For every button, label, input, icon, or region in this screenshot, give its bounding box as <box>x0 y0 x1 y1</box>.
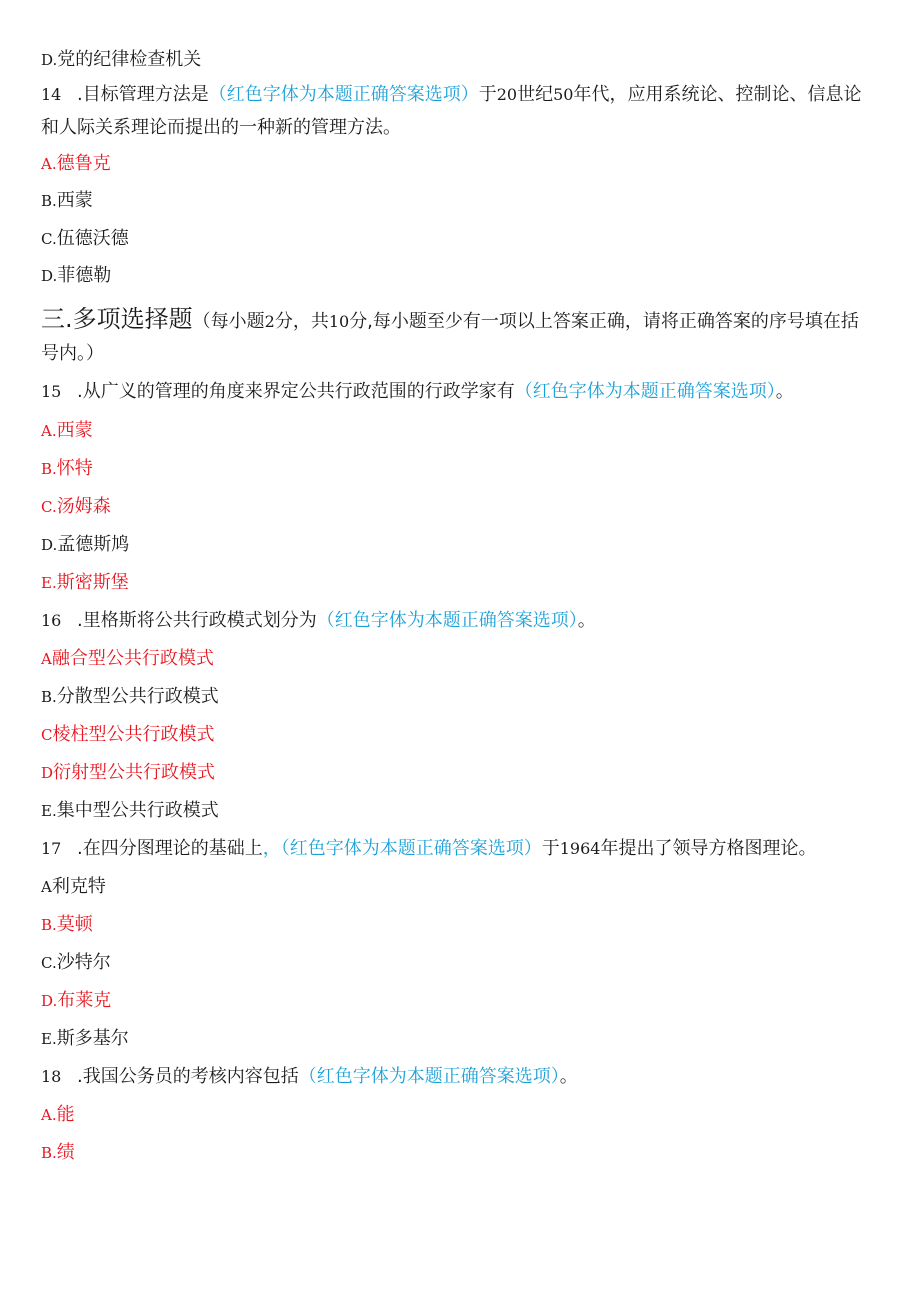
q13-option-d <box>41 48 886 72</box>
q14-option-a <box>41 152 886 176</box>
q15-option-b <box>41 457 886 481</box>
option-text: 布莱克 <box>57 990 112 1011</box>
q15-option-d <box>41 533 886 557</box>
q16-option-d <box>41 761 886 785</box>
stem-number: 50 <box>553 85 574 104</box>
option-text: 莫顿 <box>56 914 93 935</box>
stem-number: 20 <box>496 85 518 104</box>
option-letter: A. <box>41 1106 57 1124</box>
q17-option-e <box>41 1027 886 1051</box>
option-letter: E. <box>41 1030 57 1048</box>
stem-text: 年代，应用系统论、控制论、信息论 <box>573 84 862 105</box>
option-letter: A <box>41 878 52 896</box>
q14-option-b <box>41 189 886 213</box>
option-text: 绩 <box>56 1142 75 1163</box>
q15-option-e <box>41 571 886 595</box>
option-text: 伍德沃德 <box>56 228 129 249</box>
q15-option-c <box>41 495 886 519</box>
option-text: 怀特 <box>56 458 93 479</box>
option-text: 能 <box>56 1104 75 1125</box>
option-letter: E. <box>41 574 57 592</box>
q14-option-d <box>41 264 886 288</box>
option-letter: B. <box>41 460 57 478</box>
option-letter: A. <box>41 422 57 440</box>
option-text: 利克特 <box>51 876 106 897</box>
stem-text: 于 <box>478 84 497 105</box>
stem-text: 。 <box>559 1066 578 1087</box>
question-number: 17 <box>41 839 62 858</box>
option-letter: D. <box>41 992 58 1010</box>
q16-stem <box>41 609 886 633</box>
section-title: 三.多项选择题 <box>41 305 193 333</box>
option-text: 棱柱型公共行政模式 <box>52 724 215 745</box>
q17-option-b <box>41 913 886 937</box>
option-text: 菲德勒 <box>57 265 112 286</box>
stem-text: .里格斯将公共行政模式划分为 <box>77 610 317 631</box>
stem-text: 。 <box>577 610 596 631</box>
option-text: 孟德斯鸠 <box>57 534 130 555</box>
q18-stem <box>41 1065 886 1089</box>
stem-text: 。 <box>775 381 794 402</box>
q17-option-d <box>41 989 886 1013</box>
q17-option-c <box>41 951 886 975</box>
q15-stem <box>41 380 886 404</box>
question-number: 14 <box>41 85 62 104</box>
option-letter: C. <box>41 230 57 248</box>
option-letter: D. <box>41 51 58 69</box>
option-text: 融合型公共行政模式 <box>51 648 214 669</box>
question-number: 18 <box>41 1067 62 1086</box>
q14-stem-line2: 和人际关系理论而提出的一种新的管理方法。 <box>41 117 401 138</box>
option-text: 党的纪律检查机关 <box>57 49 202 70</box>
answer-hint: （红色字体为本题正确答案选项） <box>316 610 578 631</box>
option-letter: A. <box>41 155 57 173</box>
q15-option-a <box>41 419 886 443</box>
option-letter: B. <box>41 1144 57 1162</box>
q16-option-b <box>41 685 886 709</box>
option-text: 沙特尔 <box>56 952 111 973</box>
option-text: 集中型公共行政模式 <box>56 800 219 821</box>
option-text: 西蒙 <box>56 190 93 211</box>
answer-hint: （红色字体为本题正确答案选项） <box>514 381 776 402</box>
q17-stem <box>41 837 886 861</box>
q16-option-a <box>41 647 886 671</box>
q14-option-c <box>41 227 886 251</box>
stem-text: .从广义的管理的角度来界定公共行政范围的行政学家有 <box>77 381 515 402</box>
stem-text: .我国公务员的考核内容包括 <box>77 1066 299 1087</box>
option-text: 德鲁克 <box>56 153 111 174</box>
option-letter: E. <box>41 802 57 820</box>
option-letter: C. <box>41 954 57 972</box>
answer-hint: （红色字体为本题正确答案选项） <box>298 1066 560 1087</box>
q18-option-a <box>41 1103 886 1127</box>
question-number: 16 <box>41 611 62 630</box>
section-number: 10 <box>328 312 350 331</box>
option-letter: B. <box>41 192 57 210</box>
stem-text: .目标管理方法是 <box>77 84 209 105</box>
stem-text: 于 <box>541 838 560 859</box>
section-desc-line2: 号内。） <box>41 343 104 364</box>
q18-option-b <box>41 1141 886 1165</box>
q14-stem <box>41 83 886 107</box>
answer-hint: （红色字体为本题正确答案选项） <box>280 838 542 859</box>
section-desc: （每小题 <box>192 311 265 332</box>
q16-option-c <box>41 723 886 747</box>
section-desc: 分,每小题至少有一项以上答案正确，请将正确答案的序号填在括 <box>349 311 859 332</box>
option-text: 西蒙 <box>56 420 93 441</box>
stem-number: 1964 <box>559 839 601 858</box>
section-desc: 分，共 <box>274 311 329 332</box>
option-letter: D <box>41 764 54 782</box>
stem-text: 年提出了领导方格图理论。 <box>600 838 817 859</box>
option-text: 斯密斯堡 <box>56 572 129 593</box>
option-text: 汤姆森 <box>56 496 111 517</box>
stem-text: .在四分图理论的基础上 <box>77 838 263 859</box>
q16-option-e <box>41 799 886 823</box>
option-letter: D. <box>41 267 58 285</box>
option-letter: A <box>41 650 52 668</box>
option-letter: C <box>41 726 53 744</box>
option-letter: B. <box>41 916 57 934</box>
answer-hint: （红色字体为本题正确答案选项） <box>208 84 479 105</box>
question-number: 15 <box>41 382 62 401</box>
stem-text: 世纪 <box>517 84 554 105</box>
q17-option-a <box>41 875 886 899</box>
option-letter: B. <box>41 688 57 706</box>
option-letter: D. <box>41 536 58 554</box>
stem-comma: ， <box>262 838 281 859</box>
option-text: 分散型公共行政模式 <box>56 686 219 707</box>
option-text: 衍射型公共行政模式 <box>53 762 216 783</box>
option-text: 斯多基尔 <box>56 1028 129 1049</box>
section-number: 2 <box>264 312 275 331</box>
option-letter: C. <box>41 498 57 516</box>
section-heading <box>41 304 886 337</box>
